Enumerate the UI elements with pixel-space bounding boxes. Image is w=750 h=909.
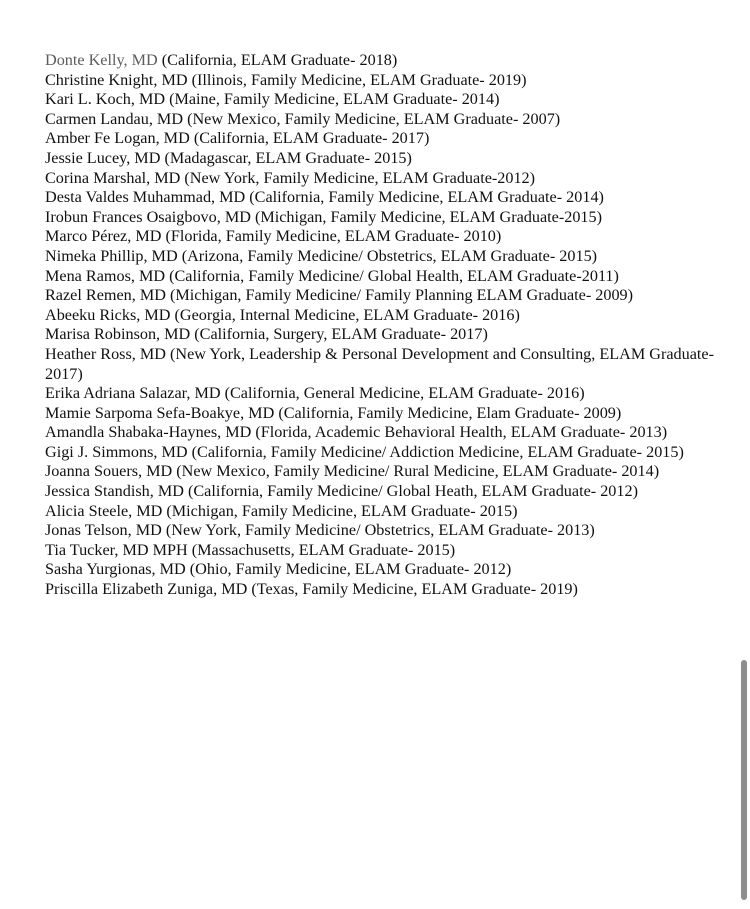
entry-name: Abeeku Ricks, MD xyxy=(45,305,171,324)
entry-details: (Ohio, Family Medicine, ELAM Graduate- 2012) xyxy=(185,560,512,579)
entry-details: (California, ELAM Graduate- 2018) xyxy=(157,51,398,69)
entry-details: (Florida, Academic Behavioral Health, ELAM Graduate- 2013) xyxy=(251,423,668,442)
list-item xyxy=(45,521,717,541)
entry-name: Sasha Yurgionas, MD xyxy=(45,560,186,579)
entry-details: (California, Surgery, ELAM Graduate- 2017) xyxy=(190,325,488,344)
entry-details: (California, Family Medicine, ELAM Graduate- 2014) xyxy=(245,188,604,207)
list-item xyxy=(45,345,717,384)
entry-details: (California, ELAM Graduate- 2017) xyxy=(189,129,430,148)
entry-name: Jessica Standish, MD xyxy=(45,482,184,501)
list-item xyxy=(45,482,717,502)
list-item xyxy=(45,462,717,482)
list-item xyxy=(45,188,717,208)
vertical-scrollbar[interactable] xyxy=(741,660,747,900)
entry-name: Joanna Souers, MD xyxy=(45,462,173,481)
entry-name: Jonas Telson, MD xyxy=(45,521,162,540)
entry-name: Razel Remen, MD xyxy=(45,286,166,305)
entry-details: (New York, Family Medicine, ELAM Graduate-2012) xyxy=(180,168,536,187)
entry-name: Nimeka Phillip, MD xyxy=(45,246,178,265)
list-item xyxy=(45,306,717,326)
list-item xyxy=(45,90,717,110)
entry-details: (California, General Medicine, ELAM Graduate- 2016) xyxy=(220,384,585,403)
entry-details: (California, Family Medicine/ Addiction Medicine, ELAM Graduate- 2015) xyxy=(187,442,684,461)
entry-details: (New Mexico, Family Medicine/ Rural Medicine, ELAM Graduate- 2014) xyxy=(172,462,660,481)
entry-details: (New York, Family Medicine/ Obstetrics, ELAM Graduate- 2013) xyxy=(161,521,595,540)
entry-name: Marisa Robinson, MD xyxy=(45,325,191,344)
entry-name: Desta Valdes Muhammad, MD xyxy=(45,188,246,207)
list-item xyxy=(45,169,717,189)
entry-details: (Michigan, Family Medicine, ELAM Graduate- 2015) xyxy=(162,501,518,520)
list-item xyxy=(45,560,717,580)
list-item xyxy=(45,110,717,130)
entry-details: (Illinois, Family Medicine, ELAM Graduate- 2019) xyxy=(187,70,527,89)
entry-details: (California, Family Medicine/ Global Heath, ELAM Graduate- 2012) xyxy=(183,482,638,501)
list-item xyxy=(45,267,717,287)
entry-details: (Maine, Family Medicine, ELAM Graduate- 2014) xyxy=(165,90,500,109)
entry-name: Heather Ross, MD xyxy=(45,344,166,363)
list-item xyxy=(45,129,717,149)
entry-details: (Florida, Family Medicine, ELAM Graduate- 2010) xyxy=(161,227,502,246)
entry-name: Corina Marshal, MD xyxy=(45,168,181,187)
entry-name: Alicia Steele, MD xyxy=(45,501,163,520)
entry-details: (New Mexico, Family Medicine, ELAM Graduate- 2007) xyxy=(183,109,561,128)
entry-name: Marco Pérez, MD xyxy=(45,227,162,246)
entry-name: Tia Tucker, MD MPH xyxy=(45,540,188,559)
entry-name: Amber Fe Logan, MD xyxy=(45,129,190,148)
entry-name: Amandla Shabaka-Haynes, MD xyxy=(45,423,252,442)
entry-name: Mamie Sarpoma Sefa-Boakye, MD xyxy=(45,403,275,422)
entry-details: (New York, Leadership & Personal Development and Consulting, ELAM Graduate- 2017) xyxy=(45,344,714,383)
entry-name: Mena Ramos, MD xyxy=(45,266,166,285)
entry-details: (Massachusetts, ELAM Graduate- 2015) xyxy=(187,540,456,559)
list-item xyxy=(45,580,717,600)
list-item xyxy=(45,247,717,267)
list-item xyxy=(45,384,717,404)
list-item xyxy=(45,443,717,463)
list-item xyxy=(45,71,717,91)
list-item xyxy=(45,227,717,247)
entry-name: Jessie Lucey, MD xyxy=(45,148,161,167)
entry-details: (Arizona, Family Medicine/ Obstetrics, ELAM Graduate- 2015) xyxy=(177,246,598,265)
list-item xyxy=(45,325,717,345)
list-item xyxy=(45,51,717,71)
entry-details: (California, Family Medicine, Elam Graduate- 2009) xyxy=(274,403,622,422)
entry-name: Priscilla Elizabeth Zuniga, MD xyxy=(45,580,248,599)
entry-name: Gigi J. Simmons, MD xyxy=(45,442,188,461)
entry-details: (Michigan, Family Medicine, ELAM Graduate-2015) xyxy=(250,207,603,226)
entry-name: Donte Kelly, MD xyxy=(45,51,158,69)
entry-details: (Madagascar, ELAM Graduate- 2015) xyxy=(160,148,412,167)
entry-details: (Texas, Family Medicine, ELAM Graduate- 2019) xyxy=(247,580,578,599)
document-page xyxy=(45,51,717,600)
list-item xyxy=(45,286,717,306)
entry-name: Irobun Frances Osaigbovo, MD xyxy=(45,207,251,226)
list-item xyxy=(45,149,717,169)
entry-name: Erika Adriana Salazar, MD xyxy=(45,384,221,403)
entry-name: Christine Knight, MD xyxy=(45,70,188,89)
list-item xyxy=(45,208,717,228)
entry-details: (Michigan, Family Medicine/ Family Planning ELAM Graduate- 2009) xyxy=(165,286,634,305)
entry-details: (Georgia, Internal Medicine, ELAM Graduate- 2016) xyxy=(170,305,520,324)
entry-details: (California, Family Medicine/ Global Health, ELAM Graduate-2011) xyxy=(165,266,619,285)
entry-name: Kari L. Koch, MD xyxy=(45,90,166,109)
list-item xyxy=(45,423,717,443)
list-item xyxy=(45,502,717,522)
list-item xyxy=(45,404,717,424)
list-item xyxy=(45,541,717,561)
entry-name: Carmen Landau, MD xyxy=(45,109,184,128)
